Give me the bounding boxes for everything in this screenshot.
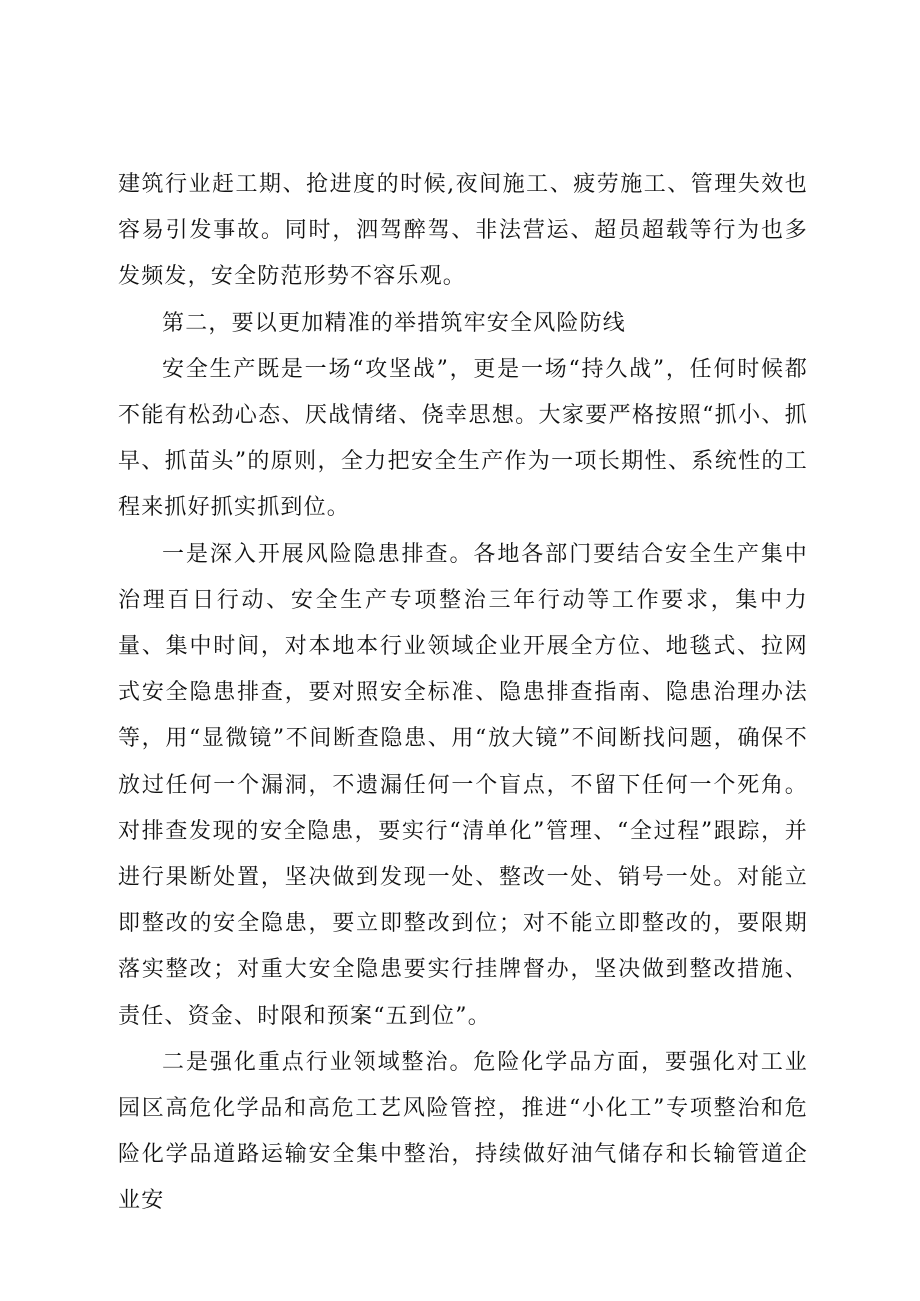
document-body xyxy=(118,162,808,1225)
paragraph-intro: 安全生产既是一场“攻坚战”，更是一场“持久战”，任何时候都不能有松劲心态、厌战情绪、侥幸思想。大家要严格按照“抓小、抓早、抓苗头”的原则，全力把安全生产作为一项长期性、系统性的工程来抓好抓实抓到位。 xyxy=(118,356,808,521)
section-heading: 第二，要以更加精准的举措筑牢安全风险防线 xyxy=(162,310,627,336)
paragraph-key-industries: 二是强化重点行业领域整治。危险化学品方面，要强化对工业园区高危化学品和高危工艺风险管控，推进“小化工”专项整治和危险化学品道路运输安全集中整治，持续做好油气储存和长输管道企业安 xyxy=(118,1049,808,1214)
paragraph-hazard-inspection: 一是深入开展风险隐患排查。各地各部门要结合安全生产集中治理百日行动、安全生产专项整治三年行动等工作要求，集中力量、集中时间，对本地本行业领域企业开展全方位、地毯式、拉网式安全隐患排查，要对照安全标准、隐患排查指南、隐患治理办法等，用“显微镜”不间断查隐患、用“放大镜”不间断找问题，确保不放过任何一个漏洞，不遗漏任何一个盲点，不留下任何一个死角。对排查发现的安全隐患，要实行“清单化”管理、“全过程”跟踪，并进行果断处置，坚决做到发现一处、整改一处、销号一处。对能立即整改的安全隐患，要立即整改到位；对不能立即整改的，要限期落实整改；对重大安全隐患要实行挂牌督办，坚决做到整改措施、责任、资金、时限和预案“五到位”。 xyxy=(118,541,808,1029)
paragraph-continuation: 建筑行业赶工期、抢进度的时候,夜间施工、疲劳施工、管理失效也容易引发事故。同时，泗驾醉驾、非法营运、超员超载等行为也多发频发，安全防范形势不容乐观。 xyxy=(118,172,808,290)
